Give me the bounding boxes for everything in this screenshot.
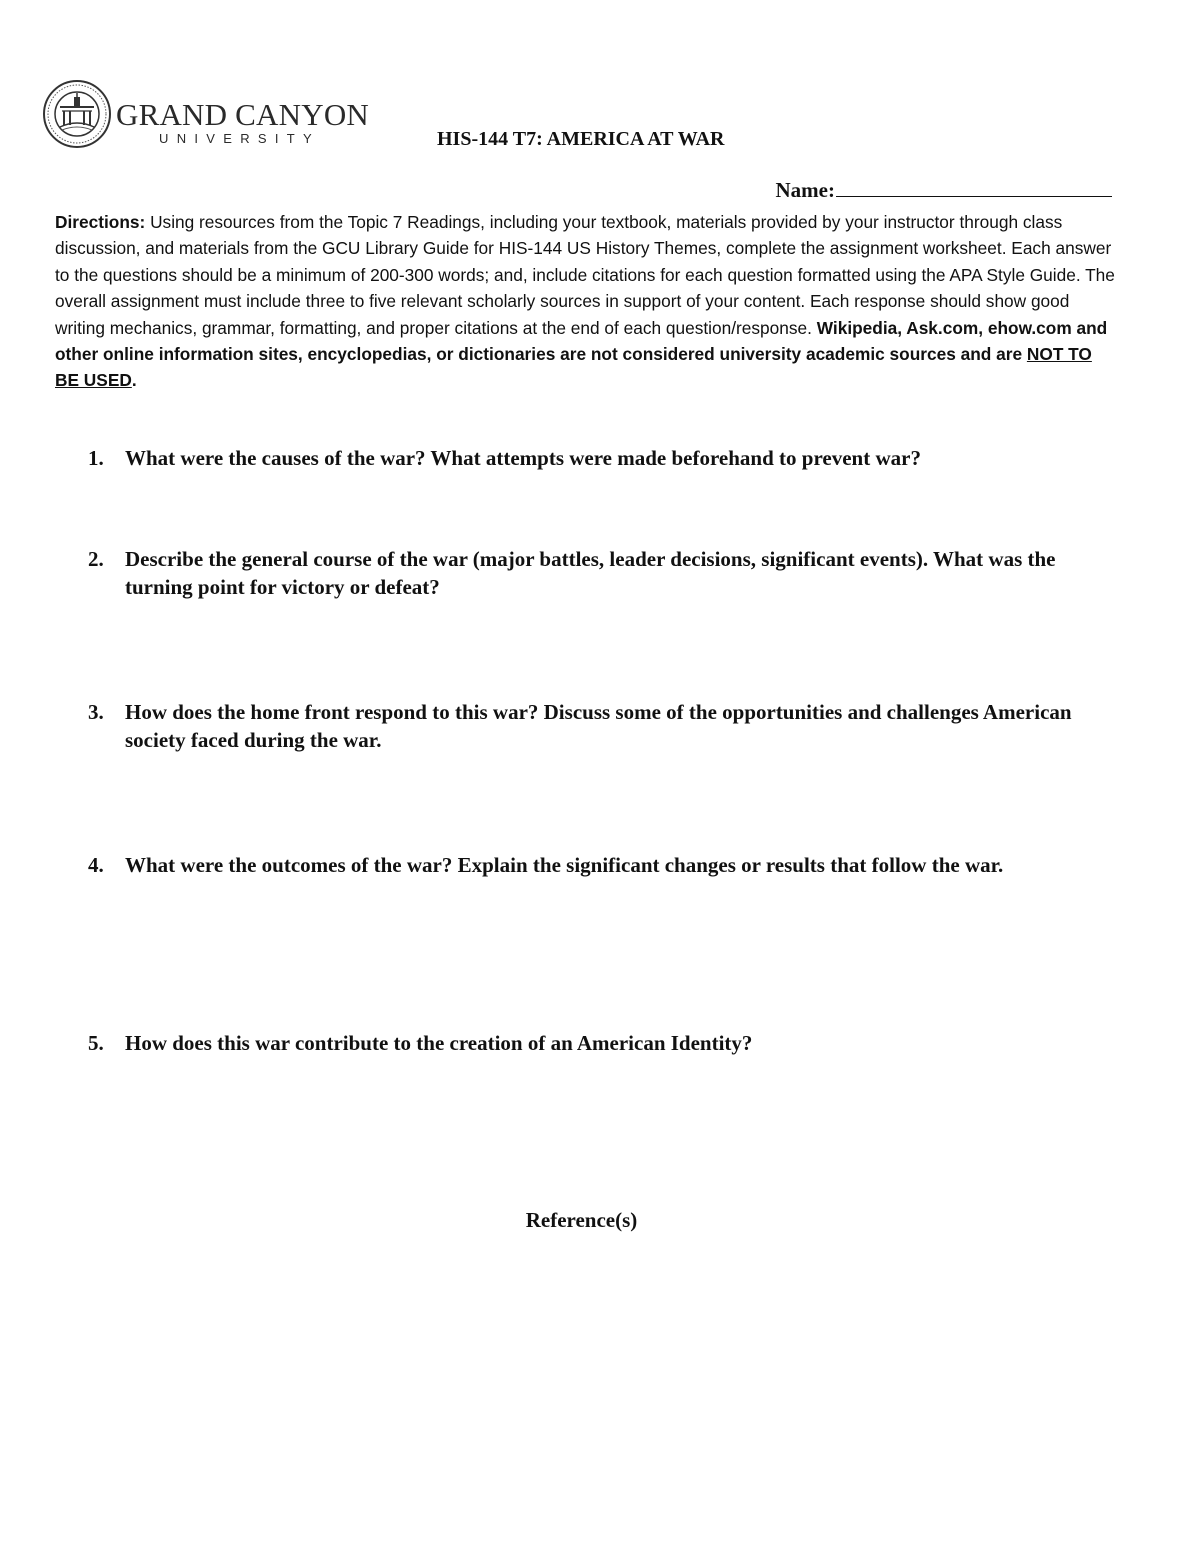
question-number: 3. bbox=[88, 700, 104, 724]
question-text: What were the outcomes of the war? Explain the significant changes or results that follow the war. bbox=[125, 853, 1004, 877]
question-item bbox=[88, 1029, 1118, 1057]
directions-paragraph bbox=[55, 209, 1117, 394]
question-number: 5. bbox=[88, 1031, 104, 1055]
question-text: Describe the general course of the war (major battles, leader decisions, significant events). What was the turning point for victory or defeat? bbox=[125, 547, 1056, 599]
directions-warning-emphasis: NOT TO BE USED bbox=[55, 344, 1092, 391]
page-title: HIS-144 T7: AMERICA AT WAR bbox=[437, 128, 725, 150]
university-name: GRAND CANYON bbox=[116, 97, 369, 132]
university-seal-icon bbox=[42, 79, 112, 149]
directions-body: Using resources from the Topic 7 Readings, including your textbook, materials provided by your instructor through class discussion, and materials from the GCU Library Guide for HIS-144 US History Themes, complete the assignment worksheet. Each answer to the questions should be a minimum of 200-300 words; and, include citations for each question formatted using the APA Style Guide. The overall assignment must include three to five relevant scholarly sources in support of your content. Each response should show good writing mechanics, grammar, formatting, and proper citations at the end of each question/response. bbox=[55, 212, 1115, 338]
university-subtitle: UNIVERSITY bbox=[159, 131, 321, 146]
question-item bbox=[88, 444, 1118, 472]
directions-label: Directions: bbox=[55, 212, 146, 232]
question-item bbox=[88, 851, 1118, 879]
question-text: How does this war contribute to the creation of an American Identity? bbox=[125, 1031, 753, 1055]
name-blank-line[interactable] bbox=[836, 178, 1112, 197]
question-text: How does the home front respond to this war? Discuss some of the opportunities and challenges American society faced during the war. bbox=[125, 700, 1072, 752]
directions-warning: Wikipedia, Ask.com, ehow.com and other online information sites, encyclopedias, or dictionaries are not considered university academic sources and are bbox=[55, 317, 1108, 365]
university-logo bbox=[42, 79, 369, 149]
question-number: 1. bbox=[88, 446, 104, 470]
question-number: 4. bbox=[88, 853, 104, 877]
references-heading: Reference(s) bbox=[525, 1208, 638, 1232]
question-item bbox=[88, 545, 1118, 601]
question-text: What were the causes of the war? What attempts were made beforehand to prevent war? bbox=[125, 446, 921, 470]
name-label: Name: bbox=[775, 178, 835, 202]
name-field[interactable] bbox=[776, 177, 1112, 203]
directions-warning-end: . bbox=[131, 370, 137, 391]
question-item bbox=[88, 698, 1118, 754]
question-number: 2. bbox=[88, 547, 104, 571]
